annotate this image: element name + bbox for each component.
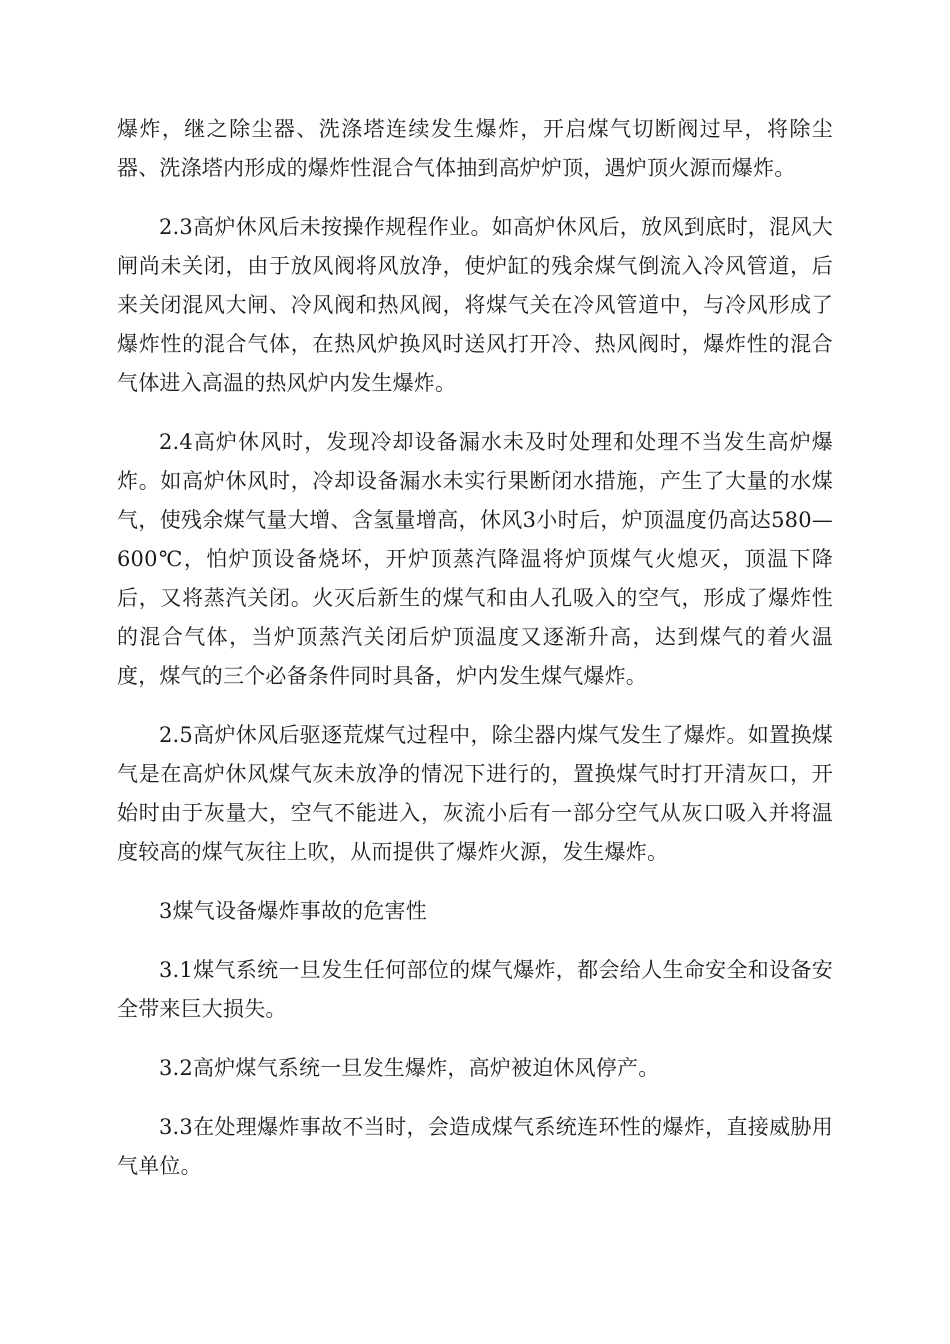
paragraph-3-2: 3.2高炉煤气系统一旦发生爆炸，高炉被迫休风停产。 — [159, 1056, 660, 1080]
section-heading-3: 3煤气设备爆炸事故的危害性 — [159, 899, 427, 923]
paragraph-2-5: 2.5高炉休风后驱逐荒煤气过程中，除尘器内煤气发生了爆炸。如置换煤气是在高炉休风煤气灰未放净的情况下进行的，置换煤气时打开清灰口，开始时由于灰量大，空气不能进入，灰流小后有一部分空气从灰口吸入并将温度较高的煤气灰往上吹，从而提供了爆炸火源，发生爆炸。 — [117, 723, 833, 864]
paragraph-continuation: 爆炸，继之除尘器、洗涤塔连续发生爆炸，开启煤气切断阀过早，将除尘器、洗涤塔内形成的爆炸性混合气体抽到高炉炉顶，遇炉顶火源而爆炸。 — [117, 117, 833, 180]
paragraph-2-4: 2.4高炉休风时，发现冷却设备漏水未及时处理和处理不当发生高炉爆炸。如高炉休风时，冷却设备漏水未实行果断闭水措施，产生了大量的水煤气，使残余煤气量大增、含氢量增高，休风3小时后，炉顶温度仍高达580—600℃，怕炉顶设备烧坏，开炉顶蒸汽降温将炉顶煤气火熄灭，顶温下降后，又将蒸汽关闭。火灭后新生的煤气和由人孔吸入的空气，形成了爆炸性的混合气体，当炉顶蒸汽关闭后炉顶温度又逐渐升高，达到煤气的着火温度，煤气的三个必备条件同时具备，炉内发生煤气爆炸。 — [117, 430, 833, 688]
paragraph-2-3: 2.3高炉休风后未按操作规程作业。如高炉休风后，放风到底时，混风大闸尚未关闭，由于放风阀将风放净，使炉缸的残余煤气倒流入冷风管道，后来关闭混风大闸、冷风阀和热风阀，将煤气关在冷风管道中，与冷风形成了爆炸性的混合气体，在热风炉换风时送风打开冷、热风阀时，爆炸性的混合气体进入高温的热风炉内发生爆炸。 — [117, 215, 833, 395]
paragraph-3-1: 3.1煤气系统一旦发生任何部位的煤气爆炸，都会给人生命安全和设备安全带来巨大损失。 — [117, 958, 833, 1021]
paragraph-3-3: 3.3在处理爆炸事故不当时，会造成煤气系统连环性的爆炸，直接威胁用气单位。 — [117, 1115, 833, 1178]
document-body — [117, 110, 833, 1206]
